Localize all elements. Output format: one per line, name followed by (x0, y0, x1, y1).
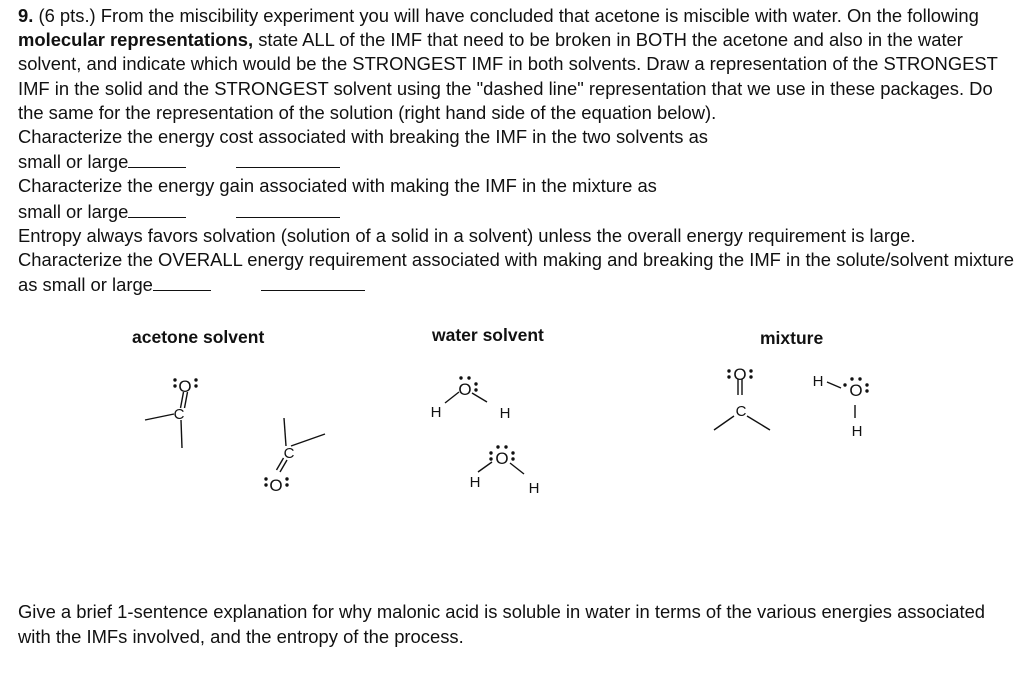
mixture-label: mixture (760, 328, 824, 348)
atom-h: H (851, 423, 863, 440)
question-number: 9. (18, 5, 34, 26)
question-text-start: (6 pts.) From the miscibility experiment you will have concluded that acetone is miscible with water. On the following (33, 5, 979, 26)
atom-c: C (283, 445, 295, 462)
gain-prompt: small or large (18, 200, 129, 222)
atom-o: O (269, 476, 283, 495)
atom-o: O (458, 380, 472, 399)
entropy-text: Entropy always favors solvation (solution of a solid in a solvent) unless the overall energy requirement is large. Characterize the OVERALL energy requirement associated with making and breaking the IMF in the solute/solvent mixture as small or large (18, 224, 1014, 296)
question-text-rest: state ALL of the IMF that need to be broken in BOTH the acetone and also in the water solvent, and indicate which would be the STRONGEST IMF in both solvents. Draw a representation of the STRONGEST IMF in the solid and the STRONGEST solvent using the "dashed line" representation that we use in these packages. Do the same for the representation of the solution (right hand side of the equation below). (18, 29, 998, 123)
footer-question: Give a brief 1-sentence explanation for why malonic acid is soluble in water in terms of the various energies associated with the IMFs involved, and the entropy of the process. (18, 601, 986, 647)
atom-labels (174, 365, 863, 497)
gain-line-1: Characterize the energy gain associated with making the IMF in the mixture as (18, 175, 657, 197)
acetone-label: acetone solvent (132, 327, 265, 347)
bold-phrase: molecular representations, (18, 29, 254, 51)
atom-o: O (849, 381, 863, 400)
cost-prompt: small or large (18, 151, 129, 173)
atom-h: H (469, 474, 481, 491)
atom-h: H (528, 480, 540, 497)
atom-h: H (499, 405, 511, 422)
atom-o: O (733, 365, 747, 384)
atom-o: O (178, 377, 192, 396)
atom-o: O (495, 449, 509, 468)
water-label: water solvent (432, 325, 544, 345)
atom-c: C (173, 406, 185, 423)
atom-h: H (430, 404, 442, 421)
atom-c: C (735, 403, 747, 420)
atom-h: H (812, 373, 824, 390)
cost-line-1: Characterize the energy cost associated with breaking the IMF in the two solvents as (18, 126, 708, 148)
